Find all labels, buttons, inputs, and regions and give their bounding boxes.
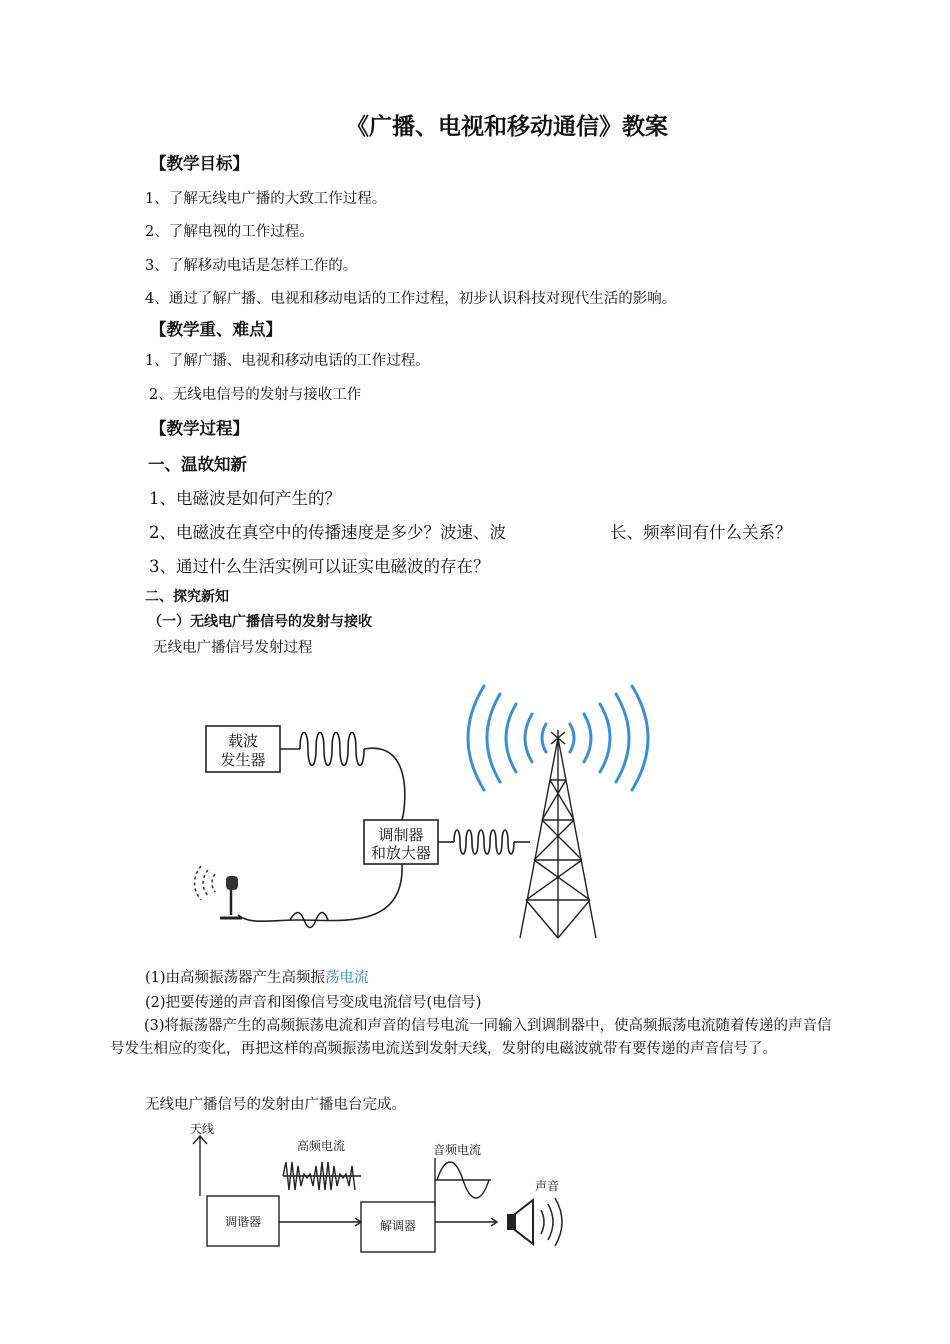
modulated-wave-icon [454,830,514,854]
carrier-label-2: 发生器 [220,751,266,769]
modulator-label-1: 调制器 [378,826,424,844]
review-question: 3、通过什么生活实例可以证实电磁波的存在？ [149,557,490,576]
reception-diagram [185,1118,565,1258]
review-question: 2、电磁波在真空中的传播速度是多少？波速、波 [149,523,506,542]
review-question: 1、电磁波是如何产生的？ [149,489,341,508]
step-2: (2)把要传递的声音和图像信号变成电流信号(电信号) [145,995,482,1011]
key-points-heading: 【教学重、难点】 [150,320,282,339]
review-heading: 一、温故知新 [148,455,247,474]
goal-item: 2、了解电视的工作过程。 [145,224,314,240]
carrier-label-1: 载波 [227,732,259,750]
step-1-text: (1)由高频振荡器产生高频振 [145,970,326,986]
antenna-icon [193,1136,207,1196]
hf-current-label: 高频电流 [297,1139,346,1153]
step-3: (3)将振荡器产生的高频振荡电流和声音的信号电流一同输入到调制器中，使高频振荡电流随着传递的声音信号发生相应的变化，再把这样的高频振荡电流送到发射天线，发射的电磁波就带有要传递的声音信号了。 [110,1018,832,1057]
antenna-label: 天线 [190,1122,215,1136]
goal-item: 3、了解移动电话是怎样工作的。 [145,258,358,274]
speaker-icon [507,1198,562,1246]
carrier-wave-icon [300,733,364,766]
microphone-icon [195,866,243,918]
goal-item: 1、了解无线电广播的大致工作过程。 [145,191,387,207]
step-4: 无线电广播信号的发射由广播电台完成。 [145,1097,406,1113]
subsection-heading: （一）无线电广播信号的发射与接收 [148,614,372,630]
explore-heading: 二、探究新知 [145,589,229,605]
sound-label: 声音 [535,1179,560,1193]
key-point-item: 2、无线电信号的发射与接收工作 [149,387,362,403]
af-current-label: 音频电流 [433,1143,482,1157]
subsection-caption: 无线电广播信号发射过程 [153,640,313,656]
tuner-label: 调谐器 [224,1215,262,1229]
modulator-label-2: 和放大器 [370,844,432,862]
process-heading: 【教学过程】 [150,419,249,438]
goal-item: 4、通过了解广播、电视和移动电话的工作过程，初步认识科技对现代生活的影响。 [145,291,677,307]
step-1-link[interactable]: 荡电流 [325,970,369,986]
step-1 [145,966,369,987]
key-point-item: 1、了解广播、电视和移动电话的工作过程。 [145,353,430,369]
goals-heading: 【教学目标】 [150,154,249,173]
demodulator-label: 解调器 [379,1219,417,1233]
review-question-continuation: 长、频率间有什么关系？ [610,523,792,542]
transmission-diagram [180,680,660,945]
page-title: 《广播、电视和移动通信》教案 [346,114,668,140]
